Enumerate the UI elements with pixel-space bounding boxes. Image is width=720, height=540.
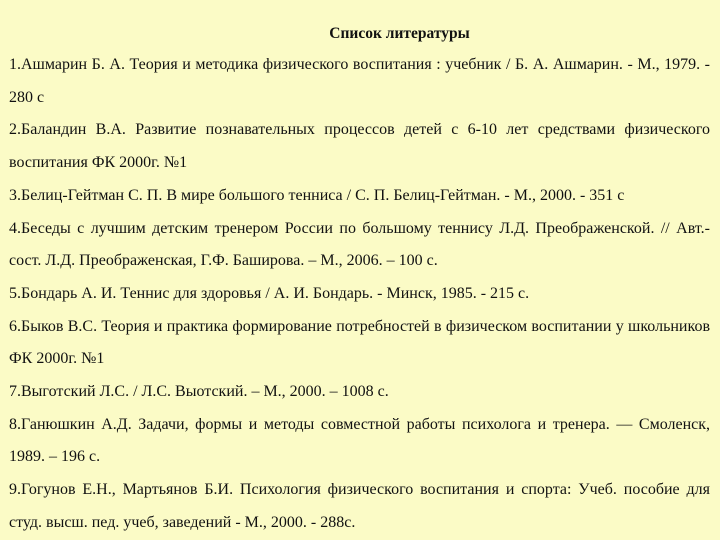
page-title: Список литературы — [329, 25, 470, 42]
reference-item-9: 9.Гогунов Е.Н., Мартьянов Б.И. Психология физического воспитания и спорта: Учеб. пособие для студ. высш. пед. учеб, заведений - М., 2000. - 288с. — [9, 481, 710, 531]
reference-item-2: 2.Баландин В.А. Развитие познавательных процессов детей с 6-10 лет средствами физического воспитания ФК 2000г. №1 — [9, 121, 710, 172]
reference-item-5: 5.Бондарь А. И. Теннис для здоровья / А. И. Бондарь. - Минск, 1985. - 215 с. — [9, 284, 530, 302]
reference-item-3: 3.Белиц-Гейтман С. П. В мире большого тенниса / С. П. Белиц-Гейтман. - М., 2000. - 351 с — [9, 186, 625, 204]
reference-item-8: 8.Ганюшкин А.Д. Задачи, формы и методы совместной работы психолога и тренера. — Смоленск, 1989. – 196 с. — [9, 415, 710, 466]
reference-item-6: 6.Быков В.С. Теория и практика формирование потребностей в физическом воспитании у школьников ФК 2000г. №1 — [9, 317, 710, 368]
reference-item-4: 4.Беседы с лучшим детским тренером России по большому теннису Л.Д. Преображенской. // Авт.-сост. Л.Д. Преображенская, Г.Ф. Баширова. – М., 2006. – 100 с. — [9, 219, 710, 270]
reference-list — [9, 49, 710, 540]
document-page — [0, 19, 720, 540]
reference-item-7: 7.Выготский Л.С. / Л.С. Выотский. – М., 2000. – 1008 с. — [9, 383, 389, 401]
reference-item-1: 1.Ашмарин Б. А. Теория и методика физического воспитания : учебник / Б. А. Ашмарин. - М., 1979. - 280 с — [9, 56, 710, 106]
